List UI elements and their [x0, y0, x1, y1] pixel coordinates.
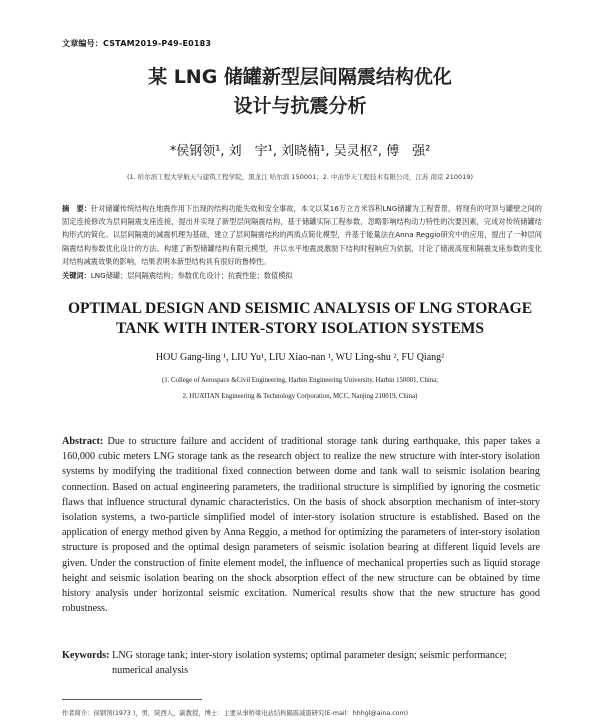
affiliation-en-2: 2. HUATIAN Engineering & Technology Corporation, MCC, Nanjing 210019, China) [182, 393, 418, 400]
authors-en: HOU Gang-ling ¹, LIU Yu¹, LIU Xiao-nan ¹, WU Ling-shu ², FU Qiang² [155, 352, 445, 363]
title-cn-line-1: 某 LNG 储罐新型层间隔震结构优化 [148, 66, 452, 88]
author-footnote: 作者简介：侯钢领(1973 )，男，陕西人，副教授，博士：主要从事桥梁电站结构隔震减震研究(E-mail：hhhgl@aina.com) [62, 710, 409, 717]
keywords-cn-text: LNG储罐；层间隔震结构；参数优化设计；抗震性能；数值模拟 [90, 271, 293, 280]
affiliation-en-1: (1. College of Aerospace &Civil Engineering, Harbin Engineering University, Harbin 150001, China; [161, 377, 439, 384]
authors-cn: *侯钢领¹, 刘 宇¹, 刘晓楠¹, 吴灵枢², 傅 强² [169, 144, 431, 159]
title-cn-line-2: 设计与抗震分析 [233, 95, 367, 117]
abstract-en [62, 434, 540, 616]
keywords-en-text-2: numerical analysis [112, 665, 189, 677]
abstract-en-text: Due to structure failure and accident of traditional storage tank during earthquake, this paper takes a 160,000 cubic meters LNG storage tank as the research object to realize the new structure with inter-story isolation systems by modifying the traditional fixed connection between dome and tank wall to seismic isolation bearing connection. Based on actual engineering parameters, the traditional structure is simplified by ignoring the cosmetic flaws that influence structural dynamic characteristics. On the basis of shock absorption mechanism of inter-story isolation systems, a two-particle simplified model of inter-story isolation structure is established. Based on the application of energy method given by Anna Reggio, a method for optimizing the parameters of inter-story isolation structure is proposed and the optimal design parameters of seismic isolation bearing at different liquid levels are given. Under the construction of finite element model, the influence of mechanical properties such as liquid storage height and seismic isolation bearing on the shock absorption effect of the new structure can be obtained by time history analysis under horizontal seismic excitation. Numerical results show that the new structure has good robustness. [62, 436, 540, 615]
footnote-divider [62, 699, 202, 700]
abstract-en-label: Abstract: [62, 436, 104, 447]
title-en-line-2: TANK WITH INTER-STORY ISOLATION SYSTEMS [115, 320, 485, 337]
keywords-en [62, 648, 542, 678]
abstract-cn-label: 摘 要： [62, 204, 91, 213]
title-en-line-1: OPTIMAL DESIGN AND SEISMIC ANALYSIS OF LNG STORAGE [67, 300, 533, 317]
keywords-en-text-1: LNG storage tank; inter-story isolation systems; optimal parameter design; seismic performance; [109, 650, 507, 661]
affiliation-cn: (1. 哈尔滨工程大学航天与建筑工程学院，黑龙江 哈尔滨 150001；2. 中冶华天工程技术有限公司，江苏 南京 210019) [127, 173, 473, 181]
abstract-cn-text: 针对储罐传统结构在地震作用下出现的结构功能失效和安全事故，本文以某16万立方米容积LNG储罐为工程背景，将现有的穹顶与罐壁之间的固定连接修改为层间隔震支座连接，提出并实现了新型层间隔震结构，基于储罐实际工程参数，忽略影响结构动力特性的次要因素，完成对传统储罐结构形式的简化。以层间隔震的减震机理为基础，建立了层间隔震结构的两质点简化模型，并基于能量法在Anna Reggio研究中的应用，提出了一种层间隔震结构参数优化设计的方法。构建了新型储罐结构有限元模型，并以水平地震波激励下结构时程响应为依据，讨论了储液高度和隔震支座参数的变化对结构减震效果的影响，结果表明本新型结构具有很好的鲁棒性。 [62, 204, 542, 266]
article-number: 文章编号：CSTAM2019-P49-E0183 [62, 39, 212, 48]
abstract-cn [62, 202, 542, 268]
keywords-cn [62, 271, 542, 281]
keywords-en-label: Keywords: [62, 650, 110, 661]
keywords-cn-label: 关键词： [62, 271, 91, 280]
